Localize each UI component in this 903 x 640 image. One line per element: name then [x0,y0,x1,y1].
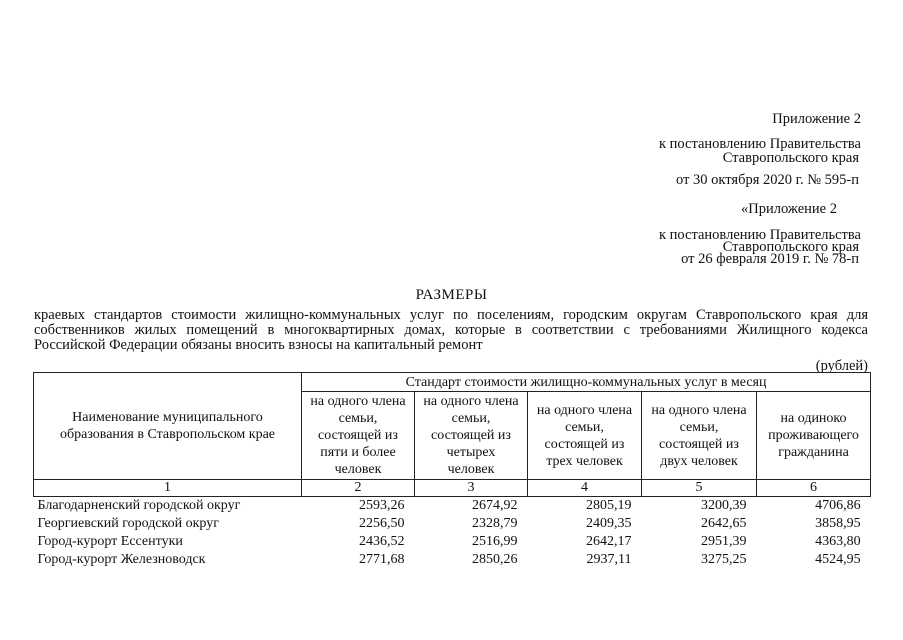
column-number: 6 [757,480,871,497]
cost-value: 4363,80 [815,534,861,549]
decree-line-2: Ставропольского края [722,150,859,166]
column-header: на одного члена семьи, состоящей из двух человек [642,392,757,480]
cost-value: 4706,86 [815,498,861,513]
column-header: на одиноко проживающего гражданина [757,392,871,480]
column-number: 2 [302,480,415,497]
cost-value: 3200,39 [701,498,747,513]
cost-value: 2642,17 [586,534,632,549]
orig-decree-line-2: Ставропольского края [722,239,859,255]
cost-value: 2850,26 [472,552,518,567]
column-number: 5 [642,480,757,497]
table-row [34,497,871,516]
cost-value: 2771,68 [359,552,405,567]
document-title: РАЗМЕРЫ [415,287,488,303]
cost-value: 2805,19 [586,498,632,513]
column-number: 3 [415,480,528,497]
cost-value: 2516,99 [472,534,518,549]
orig-decree-date: от 26 февраля 2019 г. № 78-п [681,251,859,267]
cost-value: 2951,39 [701,534,747,549]
municipality-name: Город-курорт Ессентуки [37,534,183,549]
cost-value: 4524,95 [815,552,861,567]
quoted-appendix-label: «Приложение 2 [741,201,837,217]
column-header: на одного члена семьи, состоящей из трех человек [528,392,642,480]
decree-date: от 30 октября 2020 г. № 595-п [676,172,859,188]
cost-value: 2436,52 [359,534,405,549]
decree-line-1: к постановлению Правительства [659,136,861,152]
cost-band-header: Стандарт стоимости жилищно-коммунальных услуг в месяц [302,373,871,392]
orig-decree-line-1: к постановлению Правительства [659,227,861,243]
name-column-header: Наименование муниципального образования в Ставропольском крае [34,373,302,480]
cost-value: 3858,95 [815,516,861,531]
column-number: 1 [34,480,302,497]
column-number-row [34,480,871,497]
unit-label: (рублей) [815,358,868,374]
table-row [34,533,871,551]
cost-value: 3275,25 [701,552,747,567]
appendix-label: Приложение 2 [772,111,861,127]
table-row [34,515,871,533]
cost-value: 2642,65 [701,516,747,531]
standards-table [33,372,871,569]
table-row [34,551,871,569]
cost-value: 2593,26 [359,498,405,513]
column-header: на одного члена семьи, состоящей из пяти и более человек [302,392,415,480]
cost-value: 2937,11 [586,552,632,567]
cost-value: 2409,35 [586,516,632,531]
municipality-name: Город-курорт Железноводск [37,552,206,567]
municipality-name: Благодарненский городской округ [37,498,241,513]
cost-value: 2256,50 [359,516,405,531]
document-intro: краевых стандартов стоимости жилищно-коммунальных услуг по поселениям, городским округам Ставропольского края для собственников жилых помещений в многоквартирных домах, которые в соответствии с требованиями Жилищного кодекса Российской Федерации обязаны вносить взносы на капитальный ремонт [34,307,868,353]
cost-value: 2328,79 [472,516,518,531]
column-header: на одного члена семьи, состоящей из четырех человек [415,392,528,480]
column-number: 4 [528,480,642,497]
cost-value: 2674,92 [472,498,518,513]
municipality-name: Георгиевский городской округ [37,516,219,531]
